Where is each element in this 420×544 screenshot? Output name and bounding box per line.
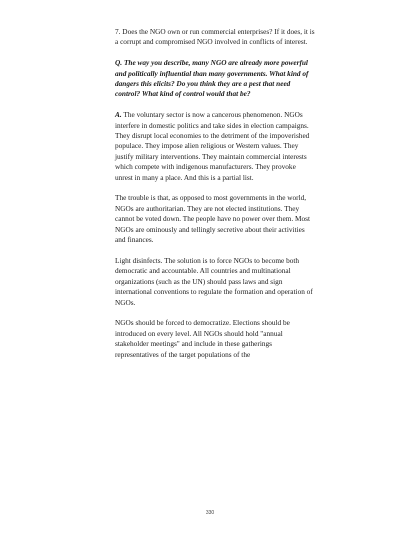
question-text: The way you describe, many NGO are already more powerful and politically influential than many governments. What kind of dangers this elicits? Do you think they are a pest that need control? What kind of control would that be? [115,58,309,99]
answer-paragraph [115,110,315,183]
item-seven-paragraph: 7. Does the NGO own or run commercial enterprises? If it does, it is a corrupt and compromised NGO involved in conflicts of interest. [115,27,315,47]
answer-tag: A. [115,110,122,120]
answer-text: The voluntary sector is now a cancerous phenomenon. NGOs interfere in domestic politics and take sides in election campaigns. They disrupt local economies to the detriment of the impoverished populace. They impose alien religious or Western values. They justify military interventions. They maintain commercial interests which compete with indigenous manufacturers. They provoke unrest in many a place. And this is a partial list. [115,110,310,182]
democratize-paragraph: NGOs should be forced to democratize. Elections should be introduced on every level. All NGOs should hold "annual stakeholder meetings" and include in these gatherings representatives of the target populations of the [115,318,290,359]
question-paragraph [115,58,315,100]
trouble-paragraph: The trouble is that, as opposed to most governments in the world, NGOs are authoritarian. They are not elected institutions. They cannot be voted down. The people have no power over them. Most NGOs are ominously and tellingly secretive about their activities and finances. [115,193,311,245]
light-disinfects-paragraph: Light disinfects. The solution is to force NGOs to become both democratic and accountable. All countries and multinational organizations (such as the UN) should pass laws and sign international conventions to regulate the formation and operation of NGOs. [115,255,313,307]
page-body [115,27,315,370]
page-number: 330 [205,510,215,516]
question-tag: Q. [115,58,123,68]
